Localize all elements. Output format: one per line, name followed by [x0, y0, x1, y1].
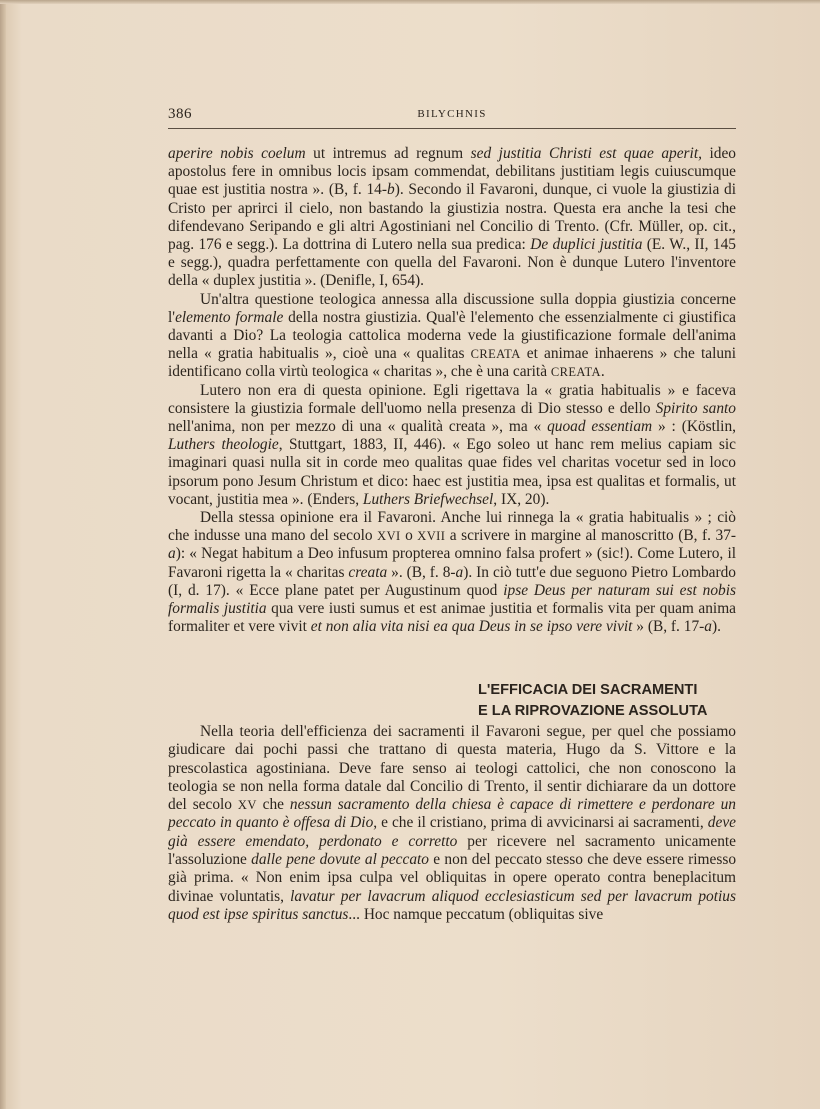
text-run: e non del peccato stesso che deve essere rimesso già prima. « Non enim ipsa culpa vel obliquitas in opere operato contra beneplacitum divinae voluntatis, — [168, 851, 737, 905]
text-run: » (B, f. 17- — [632, 618, 705, 636]
italic-text: elemento formale — [175, 308, 284, 326]
section-heading — [478, 680, 738, 722]
small-caps-text: CREATA — [550, 365, 601, 380]
text-run: , IX, 20). — [493, 490, 550, 508]
italic-text: De duplici justitia — [530, 236, 643, 254]
text-run: ): « Negat habitum a Deo infusum propterea omnino falsa profert » (sic!). Come Lutero, il Favaroni rigetta la « charitas — [168, 545, 736, 581]
italic-text: sed justitia Christi est quae aperit, — [470, 145, 702, 162]
small-caps-text: XVII — [417, 529, 446, 544]
text-run: ». (B, f. 8- — [387, 563, 456, 581]
text-run: ). In ciò tutt'e due seguono Pietro Lombardo (I, d. 17). « Ecce plane patet per Augustinum quod — [168, 563, 736, 599]
italic-text: nessun sacramento della chiesa è capace di rimettere e perdonare un peccato in quanto è offesa di Dio — [168, 796, 736, 832]
italic-text: ipse Deus per naturam sui est nobis formalis justitia — [168, 581, 736, 618]
text-run: ). — [711, 618, 721, 636]
text-run: » : (Köstlin, — [652, 418, 736, 436]
text-run: Lutero non era di questa opinione. Egli rigettava la « gratia habitualis » e faceva consistere la giustizia formale dell'uomo nella presenza di Dio stesso e dello — [168, 381, 736, 417]
italic-text: lavatur per lavacrum aliquod ecclesiasticum sed per lavacrum potius quod est ipse spiritus sanctus — [168, 887, 736, 923]
text-run: o — [400, 527, 418, 545]
italic-text: Spirito santo — [655, 399, 736, 417]
italic-text: a — [455, 563, 464, 581]
text-run: ideo apostolus fere in omnibus locis ipsam commendat, debilitans justitiam legis cuiuscumque quae est justitia nostra ». (B, f. 14- — [168, 145, 736, 199]
small-caps-text: XVI — [377, 529, 401, 544]
page-header — [168, 106, 736, 128]
text-run: ut intremus ad regnum — [305, 145, 471, 162]
text-run: et animae inhaerens » che taluni identificano colla virtù teologica « charitas », che è una carità — [168, 345, 737, 381]
text-run: , e che il cristiano, prima di avvicinarsi ai sacramenti, — [373, 814, 708, 832]
italic-text: et non alia vita nisi ea qua Deus in se ipso vere vivit — [310, 618, 633, 636]
paragraph — [168, 145, 736, 291]
text-run: , Stuttgart, 1883, II, 446). « Ego soleo ut hanc rem melius capiam sic imaginari quasi nulla sit in corde meo qualitas quae fides vel charitas vocetur sed in loco ipsorum pono Jesum Christum et dico: haec est justitia mea, ipsa est qualitas et formalis, ut vocant, justitia mea ». (Enders, — [168, 436, 736, 508]
italic-text: aperire nobis coelum — [168, 145, 306, 162]
small-caps-text: CREATA — [470, 347, 521, 362]
running-head: BILYCHNIS — [417, 108, 487, 120]
text-run: ... Hoc namque peccatum (obliquitas sive — [348, 905, 604, 923]
text-run: per ricevere nel sacramento unicamente l'assoluzione — [168, 832, 736, 869]
header-rule — [168, 128, 736, 129]
text-run: nell'anima, non per mezzo di una « qualità creata », ma « — [168, 418, 548, 436]
text-run: a scrivere in margine al manoscritto (B, f. 37- — [445, 527, 737, 545]
small-caps-text: XV — [237, 798, 257, 813]
text-run: Nella teoria dell'efficienza dei sacramenti il Favaroni segue, per quel che possiamo giudicare dai pochi passi che trattano di questa materia, Hugo da S. Vittore e la prescolastica agostiniana. Deve fare senso ai teologi cattolici, che non conoscono la teologia se non nella forma datale dal Concilio di Trento, il sentir dichiarare da un dottore del secolo — [168, 723, 736, 814]
paragraph — [168, 509, 736, 636]
paragraph — [168, 382, 736, 509]
paragraph — [168, 291, 736, 382]
text-run: qua vere iusti sumus et est animae justitia et formalis vita per quam anima formaliter et vere vivit — [168, 600, 737, 636]
section-heading-line-2: E LA RIPROVAZIONE ASSOLUTA — [478, 703, 708, 719]
text-run: che — [256, 796, 290, 814]
italic-text: creata — [348, 563, 388, 581]
italic-text: a — [168, 545, 176, 563]
italic-text: Luthers Briefwechsel — [362, 490, 494, 508]
italic-text: Luthers theologie — [168, 436, 279, 454]
text-run: Della stessa opinione era il Favaroni. Anche lui rinnega la « gratia habitualis » ; ciò che indusse una mano del secolo — [168, 509, 736, 545]
page-number: 386 — [168, 106, 192, 122]
section-heading-line-1: L'EFFICACIA DEI SACRAMENTI — [478, 682, 698, 698]
italic-text: dalle pene dovute al peccato — [251, 851, 430, 869]
page-left-edge — [0, 0, 6, 1109]
body-text-continued — [168, 723, 736, 924]
italic-text: b — [387, 181, 395, 199]
italic-text: deve già essere emendato, perdonato e corretto — [168, 814, 736, 850]
text-run: della nostra giustizia. Qual'è l'elemento che essenzialmente ci giustifica davanti a Dio? La teologia cattolica moderna vede la giustificazione formale dell'anima nella « gratia habitualis », cioè una « qualitas — [168, 308, 737, 363]
page-top-edge — [0, 0, 820, 4]
italic-text: quoad essentiam — [547, 418, 653, 436]
text-run: . — [600, 363, 605, 381]
body-text — [168, 145, 736, 636]
text-run: Un'altra questione teologica annessa alla discussione sulla doppia giustizia concerne l' — [168, 290, 736, 326]
italic-text: a — [704, 618, 712, 636]
paragraph — [168, 723, 736, 924]
text-run: (E. W., II, 145 e segg.), quadra perfettamente con quella del Favaroni. Non è dunque Lutero l'inventore della « duplex justitia ». (Denifle, I, 654). — [168, 236, 736, 290]
text-run: ). Secondo il Favaroni, dunque, ci vuole la giustizia di Cristo per aprirci il cielo, non bastando la giustizia nostra. Questa era anche la tesi che difendevano Seripando e gli altri Agostiniani nel Concilio di Trento. (Cfr. Müller, op. cit., pag. 176 e segg.). La dottrina di Lutero nella sua predica: — [168, 181, 736, 254]
